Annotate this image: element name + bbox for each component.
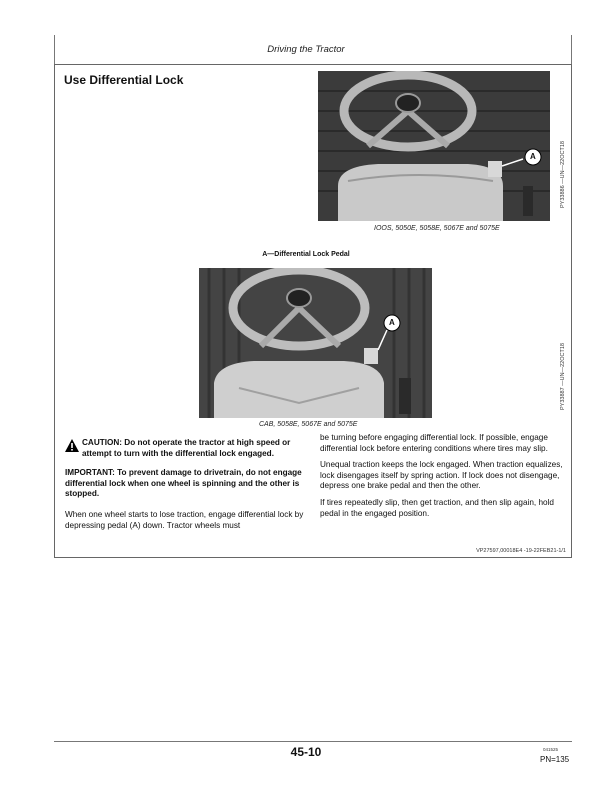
figure-2-callout: A — [389, 318, 395, 327]
figure-1-photo — [318, 71, 550, 221]
caution-block — [65, 438, 309, 459]
right-paragraph-1: be turning before engaging differential lock. If possible, engage differential lock before entering conditions where tires may slip. — [320, 433, 548, 453]
legend-differential-lock-pedal: A—Differential Lock Pedal — [262, 251, 350, 258]
important-text: IMPORTANT: To prevent damage to drivetrain, do not engage differential lock when one wheel is spinning and the other is stopped. — [65, 468, 302, 499]
right-column — [320, 433, 564, 525]
figure-1-caption: IOOS, 5050E, 5058E, 5067E and 5075E — [374, 225, 500, 232]
running-head: Driving the Tractor — [267, 44, 345, 55]
footer-pn: PN=135 — [540, 755, 570, 764]
footer-small-code: 041525 — [543, 747, 559, 752]
right-paragraph-2: Unequal traction keeps the lock engaged. When traction equalizes, lock disengages itself by spring action. If lock does not disengage, depress one brake pedal and then the other. — [320, 460, 563, 491]
warning-triangle-icon — [65, 439, 79, 452]
figure-2-id: PY33887 —UN—22OCT18 — [560, 343, 566, 410]
cab-seat-illustration — [199, 268, 432, 418]
section-title: Use Differential Lock — [64, 73, 184, 87]
figure-1-callout: A — [530, 152, 536, 161]
footer-rule — [54, 741, 572, 742]
tractor-seat-illustration — [318, 71, 550, 221]
figure-2-photo — [199, 268, 432, 418]
figure-2-caption: CAB, 5058E, 5067E and 5075E — [259, 421, 358, 428]
left-column — [65, 438, 309, 537]
caution-text: CAUTION: Do not operate the tractor at high speed or attempt to turn with the differential lock engaged. — [82, 438, 291, 458]
page-number: 45-10 — [290, 745, 322, 759]
left-paragraph-1: When one wheel starts to lose traction, engage differential lock by depressing pedal (A) down. Tractor wheels must — [65, 509, 304, 530]
right-paragraph-3: If tires repeatedly slip, then get traction, and then slip again, hold pedal in the engaged position. — [320, 497, 554, 518]
reference-code: VP27597,00018E4 -19-22FEB21-1/1 — [476, 548, 566, 554]
figure-1-id: PY33886 —UN—22OCT18 — [560, 141, 566, 208]
